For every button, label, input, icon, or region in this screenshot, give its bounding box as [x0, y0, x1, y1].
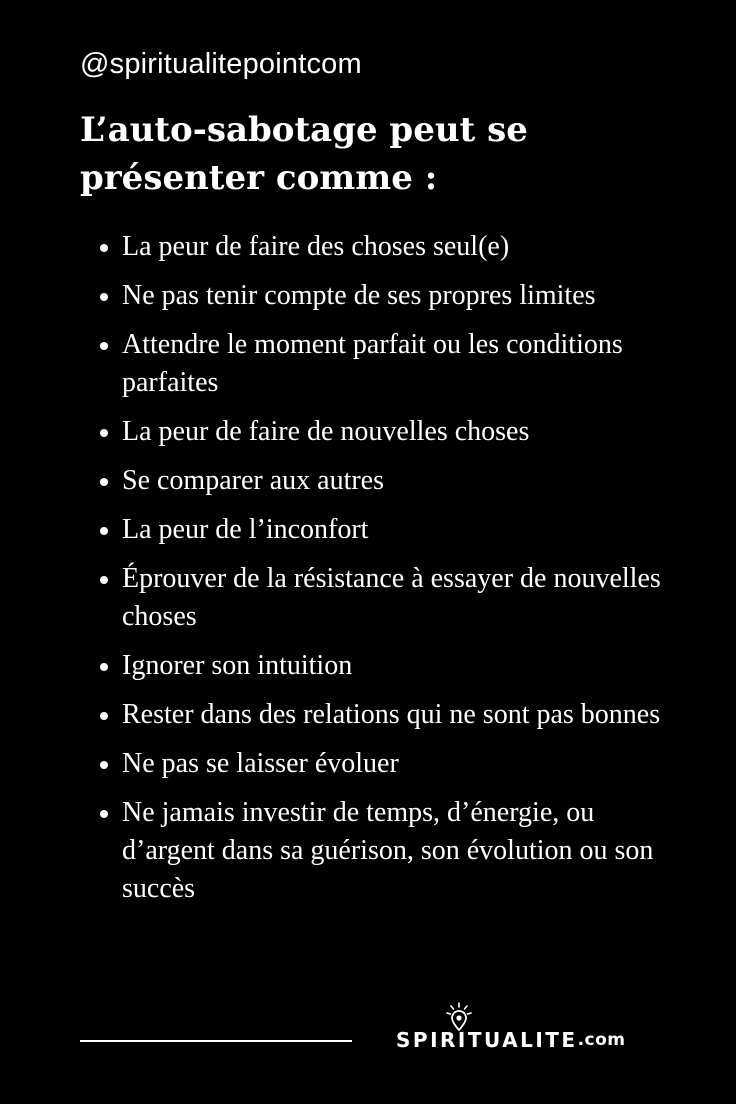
list-item-text: Ne pas tenir compte de ses propres limites [122, 280, 596, 311]
bullet-icon [100, 810, 108, 818]
footer-divider [80, 1040, 352, 1042]
list-item [80, 647, 680, 685]
list-item-text: Éprouver de la résistance à essayer de nouvelles choses [122, 563, 661, 632]
brand-logo [396, 1022, 626, 1058]
bullet-icon [100, 429, 108, 437]
bullet-icon [100, 576, 108, 584]
list-item [80, 462, 680, 500]
bullet-icon [100, 342, 108, 350]
list-item [80, 413, 680, 451]
bullet-icon [100, 712, 108, 720]
bullet-icon [100, 478, 108, 486]
sabotage-list [80, 228, 680, 919]
list-item [80, 326, 680, 402]
list-item-text: Attendre le moment parfait ou les conditions parfaites [122, 329, 623, 398]
brand-name: SPIRITUALITE [396, 1028, 578, 1052]
brand-domain: .com [577, 1030, 626, 1050]
list-item [80, 511, 680, 549]
list-item [80, 228, 680, 266]
location-pin-radiant-icon [446, 1002, 472, 1036]
list-item [80, 745, 680, 783]
bullet-icon [100, 663, 108, 671]
list-item [80, 560, 680, 636]
bullet-icon [100, 293, 108, 301]
bullet-icon [100, 244, 108, 252]
page-title: L’auto-sabotage peut se présenter comme : [80, 110, 528, 198]
list-item [80, 277, 680, 315]
list-item-text: Se comparer aux autres [122, 465, 384, 496]
list-item [80, 794, 680, 908]
list-item-text: La peur de l’inconfort [122, 514, 369, 545]
list-item-text: Ne jamais investir de temps, d’énergie, ou d’argent dans sa guérison, son évolution ou son succès [122, 797, 654, 904]
list-item-text: La peur de faire de nouvelles choses [122, 416, 530, 447]
list-item [80, 696, 680, 734]
list-item-text: Ignorer son intuition [122, 650, 353, 681]
bullet-icon [100, 761, 108, 769]
account-handle: @spiritualitepointcom [80, 48, 362, 80]
bullet-icon [100, 527, 108, 535]
list-item-text: Ne pas se laisser évoluer [122, 748, 399, 779]
list-item-text: La peur de faire des choses seul(e) [122, 231, 510, 262]
list-item-text: Rester dans des relations qui ne sont pas bonnes [122, 699, 661, 730]
